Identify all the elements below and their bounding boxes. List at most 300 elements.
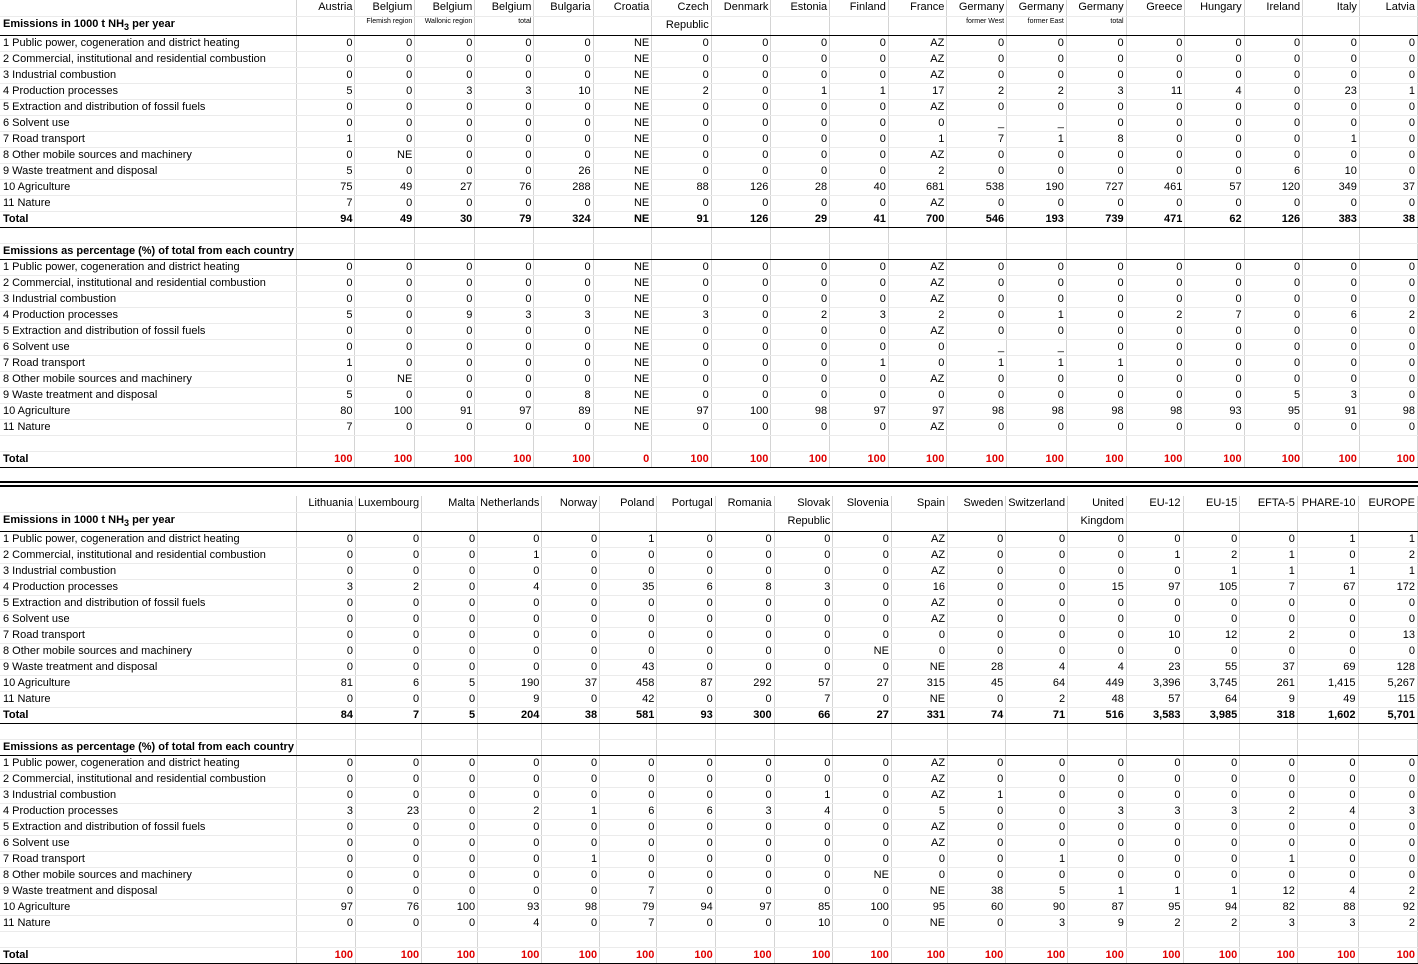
table-cell: 0 (355, 547, 421, 563)
column-header: Belgium (355, 0, 415, 16)
table-cell: 0 (355, 291, 415, 307)
table-cell: 0 (478, 755, 542, 771)
blank-cell (1359, 435, 1417, 451)
total-cell: 516 (1068, 707, 1127, 723)
table-cell: 0 (475, 51, 534, 67)
table-cell: 126 (711, 179, 771, 195)
blank-cell (415, 243, 475, 259)
table-cell: 3 (534, 307, 593, 323)
table-cell: 3 (1183, 803, 1240, 819)
table-cell: 0 (948, 611, 1006, 627)
table-cell: 7 (296, 195, 354, 211)
table-cell: 0 (657, 627, 715, 643)
table-cell: 0 (478, 787, 542, 803)
column-header: Sweden (948, 496, 1006, 512)
table-cell: 0 (1068, 547, 1127, 563)
table-cell: NE (593, 115, 652, 131)
table-cell: 0 (534, 99, 593, 115)
blank-cell (1297, 931, 1358, 947)
table-cell: 0 (948, 595, 1006, 611)
table-cell: 0 (1068, 627, 1127, 643)
table-cell: 0 (600, 771, 657, 787)
table-cell: 0 (1068, 563, 1127, 579)
column-header: Slovenia (833, 496, 892, 512)
table-cell: 0 (1185, 323, 1244, 339)
section-title-subscript: 3 (124, 21, 130, 32)
table-cell: 0 (1359, 259, 1417, 275)
table-cell: 1 (1066, 355, 1126, 371)
table-cell: 0 (1066, 323, 1126, 339)
table-cell: 0 (652, 419, 711, 435)
table-cell: 0 (652, 131, 711, 147)
blank-cell (1359, 227, 1417, 243)
total-cell: 100 (947, 451, 1007, 467)
table-cell: 23 (1126, 659, 1183, 675)
column-subheader: former West (947, 16, 1007, 35)
table-cell: 0 (600, 819, 657, 835)
table-cell: 0 (1244, 115, 1302, 131)
total-cell: 471 (1126, 211, 1185, 227)
table-cell: 0 (1006, 819, 1068, 835)
table-cell: 0 (1126, 371, 1185, 387)
row-label: 7 Road transport (0, 851, 296, 867)
table-cell: 0 (1066, 99, 1126, 115)
table-cell: 0 (833, 579, 892, 595)
table-cell: NE (833, 643, 892, 659)
row-label: 1 Public power, cogeneration and district heating (0, 259, 296, 275)
total-cell: 100 (1185, 451, 1244, 467)
table-cell: 0 (1126, 867, 1183, 883)
table-cell: 80 (296, 403, 354, 419)
table-cell: 0 (830, 51, 889, 67)
row-label: 11 Nature (0, 691, 296, 707)
table-cell: 0 (475, 115, 534, 131)
column-header: Poland (600, 496, 657, 512)
table-cell: 0 (1185, 387, 1244, 403)
blank-cell (422, 931, 478, 947)
table-cell: 5 (296, 163, 354, 179)
table-cell: 0 (1297, 771, 1358, 787)
table-cell: 0 (415, 99, 475, 115)
table-cell: 0 (1126, 323, 1185, 339)
table-cell: 57 (1185, 179, 1244, 195)
header-corner (0, 0, 296, 16)
table-cell: 97 (1126, 579, 1183, 595)
table-cell: 0 (830, 115, 889, 131)
row-label: 4 Production processes (0, 803, 296, 819)
table-cell: 0 (830, 419, 889, 435)
table-cell: 5 (296, 387, 354, 403)
table-cell: 0 (534, 371, 593, 387)
blank-cell (1066, 435, 1126, 451)
table-cell: 94 (657, 899, 715, 915)
table-cell: 92 (1358, 899, 1417, 915)
row-label: 10 Agriculture (0, 675, 296, 691)
table-cell: 0 (947, 99, 1007, 115)
blank-cell (1244, 435, 1302, 451)
table-cell: 0 (711, 35, 771, 51)
blank-cell (771, 227, 830, 243)
table-cell: 0 (711, 147, 771, 163)
blank-row (0, 227, 1418, 243)
table-cell: NE (593, 275, 652, 291)
blank-cell (534, 227, 593, 243)
total-cell: 74 (948, 707, 1006, 723)
table-cell: 0 (478, 531, 542, 547)
table-cell: 2 (888, 307, 946, 323)
table-cell: 0 (415, 387, 475, 403)
table-cell: 120 (1244, 179, 1302, 195)
table-cell: 0 (833, 531, 892, 547)
table-cell: NE (593, 307, 652, 323)
table-cell: AZ (891, 563, 947, 579)
table-cell: 0 (475, 371, 534, 387)
table-cell: 0 (355, 659, 421, 675)
table-cell: 8 (715, 579, 774, 595)
table-cell: 0 (355, 627, 421, 643)
table-cell: 0 (771, 275, 830, 291)
table-cell: 0 (296, 547, 355, 563)
table-cell: AZ (888, 371, 946, 387)
table-cell: 0 (415, 131, 475, 147)
table-row (0, 531, 1418, 547)
table-cell: 0 (1126, 163, 1185, 179)
table-cell: 0 (830, 291, 889, 307)
table-cell: 2 (1240, 627, 1298, 643)
table-cell: 0 (296, 643, 355, 659)
table-cell: 5 (1244, 387, 1302, 403)
table-cell: 0 (1126, 755, 1183, 771)
table-row (0, 627, 1418, 643)
blank-cell (657, 931, 715, 947)
table-cell: 0 (1244, 355, 1302, 371)
table-cell: 0 (415, 195, 475, 211)
table-cell: 2 (1006, 691, 1068, 707)
total-cell: 100 (711, 451, 771, 467)
table-cell: 0 (600, 563, 657, 579)
table-cell: 0 (600, 627, 657, 643)
table-cell: 0 (1068, 835, 1127, 851)
blank-cell (888, 435, 946, 451)
table-cell: 0 (296, 291, 354, 307)
table-cell: 0 (1185, 51, 1244, 67)
table-cell: 2 (1358, 915, 1417, 931)
table-cell: 2 (1126, 915, 1183, 931)
table-cell: 0 (422, 771, 478, 787)
table-cell: 0 (1066, 195, 1126, 211)
table-cell: 37 (1359, 179, 1417, 195)
table-cell: 0 (415, 355, 475, 371)
table-cell: 0 (296, 115, 354, 131)
table-cell: 7 (1240, 579, 1298, 595)
table-cell: 0 (542, 691, 600, 707)
table-cell: 0 (1358, 851, 1417, 867)
table-cell: 9 (478, 691, 542, 707)
table-cell: 0 (355, 419, 415, 435)
table-cell: 0 (422, 851, 478, 867)
table-cell: 0 (355, 307, 415, 323)
table-cell: 0 (1007, 371, 1067, 387)
column-subheader (711, 16, 771, 35)
blank-cell (355, 243, 415, 259)
table-cell: 0 (534, 339, 593, 355)
table-cell: 0 (774, 627, 833, 643)
blank-cell (947, 435, 1007, 451)
table-cell: 10 (1126, 627, 1183, 643)
blank-cell (1126, 931, 1183, 947)
table-cell: 0 (830, 275, 889, 291)
table-cell: 9 (1068, 915, 1127, 931)
table-cell: 0 (1183, 835, 1240, 851)
table-cell: 6 (657, 803, 715, 819)
total-row (0, 211, 1418, 227)
table-cell: 0 (1068, 531, 1127, 547)
table-cell: 0 (534, 355, 593, 371)
table-cell: 0 (715, 787, 774, 803)
table-cell: 0 (1185, 355, 1244, 371)
table-cell: 0 (296, 659, 355, 675)
column-subheader (593, 16, 652, 35)
table-cell: 7 (1185, 307, 1244, 323)
table-cell: 0 (1068, 819, 1127, 835)
blank-cell (355, 723, 421, 739)
row-label: 3 Industrial combustion (0, 291, 296, 307)
table-cell: 2 (1359, 307, 1417, 323)
column-subheader (1359, 16, 1417, 35)
table-cell: 0 (542, 819, 600, 835)
table-cell: AZ (888, 323, 946, 339)
blank-cell (1007, 435, 1067, 451)
row-label: 3 Industrial combustion (0, 787, 296, 803)
table-cell: 0 (1185, 339, 1244, 355)
table-cell: AZ (891, 531, 947, 547)
total-cell: 5 (422, 707, 478, 723)
table-cell: 0 (771, 339, 830, 355)
blank-cell (1240, 931, 1298, 947)
total-cell: 100 (296, 947, 355, 963)
total-cell: 100 (1006, 947, 1068, 963)
row-label: 2 Commercial, institutional and residential combustion (0, 547, 296, 563)
blank-cell (355, 227, 415, 243)
table-cell: 0 (771, 355, 830, 371)
table-cell: 0 (355, 131, 415, 147)
blank-cell (830, 227, 889, 243)
total-cell: 100 (1297, 947, 1358, 963)
table-cell: NE (593, 163, 652, 179)
section-title: Emissions as percentage (%) of total from each country (0, 243, 296, 259)
table-cell: 0 (657, 595, 715, 611)
blank-cell (711, 435, 771, 451)
table-cell: 89 (534, 403, 593, 419)
table-cell: 0 (652, 339, 711, 355)
table-cell: 2 (478, 803, 542, 819)
table-cell: 0 (600, 867, 657, 883)
table-cell: 0 (296, 691, 355, 707)
table-cell: 1 (1007, 355, 1067, 371)
table-cell: 93 (1185, 403, 1244, 419)
table-cell: AZ (888, 67, 946, 83)
table-cell: 0 (422, 835, 478, 851)
table-cell: 0 (296, 771, 355, 787)
table-cell: 0 (422, 611, 478, 627)
table-cell: 0 (1066, 339, 1126, 355)
blank-cell (1068, 723, 1127, 739)
table-cell: 98 (947, 403, 1007, 419)
column-header: Finland (830, 0, 889, 16)
table-row (0, 403, 1418, 419)
table-cell: 0 (1126, 115, 1185, 131)
table-cell: 4 (478, 915, 542, 931)
table-cell: 2 (1126, 307, 1185, 323)
table-cell: 0 (478, 643, 542, 659)
table-cell: 3 (1358, 803, 1417, 819)
table-cell: 0 (534, 275, 593, 291)
total-cell: 700 (888, 211, 946, 227)
table-cell: 0 (833, 755, 892, 771)
table-cell: 0 (355, 387, 415, 403)
table-cell: 0 (833, 803, 892, 819)
blank-cell (1006, 723, 1068, 739)
table-cell: NE (593, 35, 652, 51)
table-cell: AZ (888, 259, 946, 275)
table-cell: 4 (774, 803, 833, 819)
row-label: 7 Road transport (0, 131, 296, 147)
column-header: Estonia (771, 0, 830, 16)
table-cell: 0 (715, 643, 774, 659)
table-cell: 0 (422, 787, 478, 803)
blank-cell (1126, 435, 1185, 451)
table-cell: 0 (830, 371, 889, 387)
table-cell: 3,396 (1126, 675, 1183, 691)
table-cell: 0 (948, 835, 1006, 851)
table-cell: 0 (1244, 131, 1302, 147)
table-cell: 0 (415, 323, 475, 339)
table-cell: 2 (947, 83, 1007, 99)
table-cell: 15 (1068, 579, 1127, 595)
table-cell: 0 (534, 35, 593, 51)
table-cell: 0 (715, 547, 774, 563)
table-cell: 0 (711, 51, 771, 67)
table-row (0, 755, 1418, 771)
total-cell: 1,602 (1297, 707, 1358, 723)
table-row (0, 659, 1418, 675)
table-cell: 0 (1066, 163, 1126, 179)
total-cell: 739 (1066, 211, 1126, 227)
table-cell: 0 (1126, 771, 1183, 787)
total-cell: 3,583 (1126, 707, 1183, 723)
blank-cell (1126, 739, 1183, 755)
table-cell: 0 (355, 835, 421, 851)
column-subheader: total (475, 16, 534, 35)
table-cell: 0 (475, 67, 534, 83)
column-header: EFTA-5 (1240, 496, 1298, 512)
table-cell: 1 (1240, 851, 1298, 867)
blank-cell (1183, 723, 1240, 739)
table-cell: 1 (1007, 307, 1067, 323)
row-label: 1 Public power, cogeneration and district heating (0, 531, 296, 547)
table-cell: 93 (478, 899, 542, 915)
table-cell: 0 (948, 531, 1006, 547)
table-cell: 5 (1006, 883, 1068, 899)
total-cell: 126 (711, 211, 771, 227)
blank-cell (296, 723, 355, 739)
total-cell: 546 (947, 211, 1007, 227)
total-cell: 100 (715, 947, 774, 963)
table-cell: NE (355, 147, 415, 163)
blank-cell (355, 435, 415, 451)
table-cell: 0 (355, 563, 421, 579)
total-cell: 100 (600, 947, 657, 963)
table-cell: 0 (1183, 851, 1240, 867)
table-cell: 12 (1240, 883, 1298, 899)
row-label: 1 Public power, cogeneration and district heating (0, 755, 296, 771)
table-cell: 1 (1297, 531, 1358, 547)
table-cell: 97 (830, 403, 889, 419)
table-row (0, 883, 1418, 899)
table-cell: 0 (947, 51, 1007, 67)
table-cell: 0 (888, 387, 946, 403)
blank-cell (355, 739, 421, 755)
table-cell: 98 (1126, 403, 1185, 419)
blank-cell (296, 931, 355, 947)
table-cell: 0 (542, 547, 600, 563)
table-cell: 98 (1359, 403, 1417, 419)
table-cell: 0 (1297, 867, 1358, 883)
blank-cell (1185, 435, 1244, 451)
blank-cell (1006, 931, 1068, 947)
table-cell: 0 (1126, 291, 1185, 307)
row-label: 11 Nature (0, 419, 296, 435)
table-row (0, 163, 1418, 179)
table-cell: 98 (771, 403, 830, 419)
table-cell: 0 (947, 371, 1007, 387)
blank-row (0, 723, 1418, 739)
table-cell: 0 (415, 419, 475, 435)
table-cell: 0 (1359, 355, 1417, 371)
table-cell: 0 (711, 275, 771, 291)
column-subheader (1244, 16, 1302, 35)
table-cell: 0 (534, 419, 593, 435)
table-cell: 0 (355, 115, 415, 131)
table-cell: 0 (1126, 67, 1185, 83)
blank-cell (422, 723, 478, 739)
table-cell: 0 (355, 771, 421, 787)
table-cell: 0 (422, 627, 478, 643)
table-cell: 1 (600, 531, 657, 547)
column-header: Germany (1066, 0, 1126, 16)
table-cell: 10 (1303, 163, 1360, 179)
total-cell: 100 (1240, 947, 1298, 963)
table-cell: 0 (715, 851, 774, 867)
blank-cell (600, 723, 657, 739)
total-cell: 7 (355, 707, 421, 723)
blank-cell (888, 227, 946, 243)
table-cell: 0 (1007, 275, 1067, 291)
table-cell: 0 (1359, 67, 1417, 83)
table-cell: 1 (1006, 851, 1068, 867)
table-cell: 0 (774, 835, 833, 851)
total-cell: 100 (1126, 947, 1183, 963)
table-cell: 0 (1358, 819, 1417, 835)
row-label: 5 Extraction and distribution of fossil fuels (0, 819, 296, 835)
total-cell: 38 (542, 707, 600, 723)
table-cell: 76 (355, 899, 421, 915)
table-cell: 0 (657, 787, 715, 803)
total-cell: 49 (355, 211, 415, 227)
table-cell: 0 (1007, 419, 1067, 435)
table-cell: 0 (478, 771, 542, 787)
table-cell: 0 (296, 147, 354, 163)
